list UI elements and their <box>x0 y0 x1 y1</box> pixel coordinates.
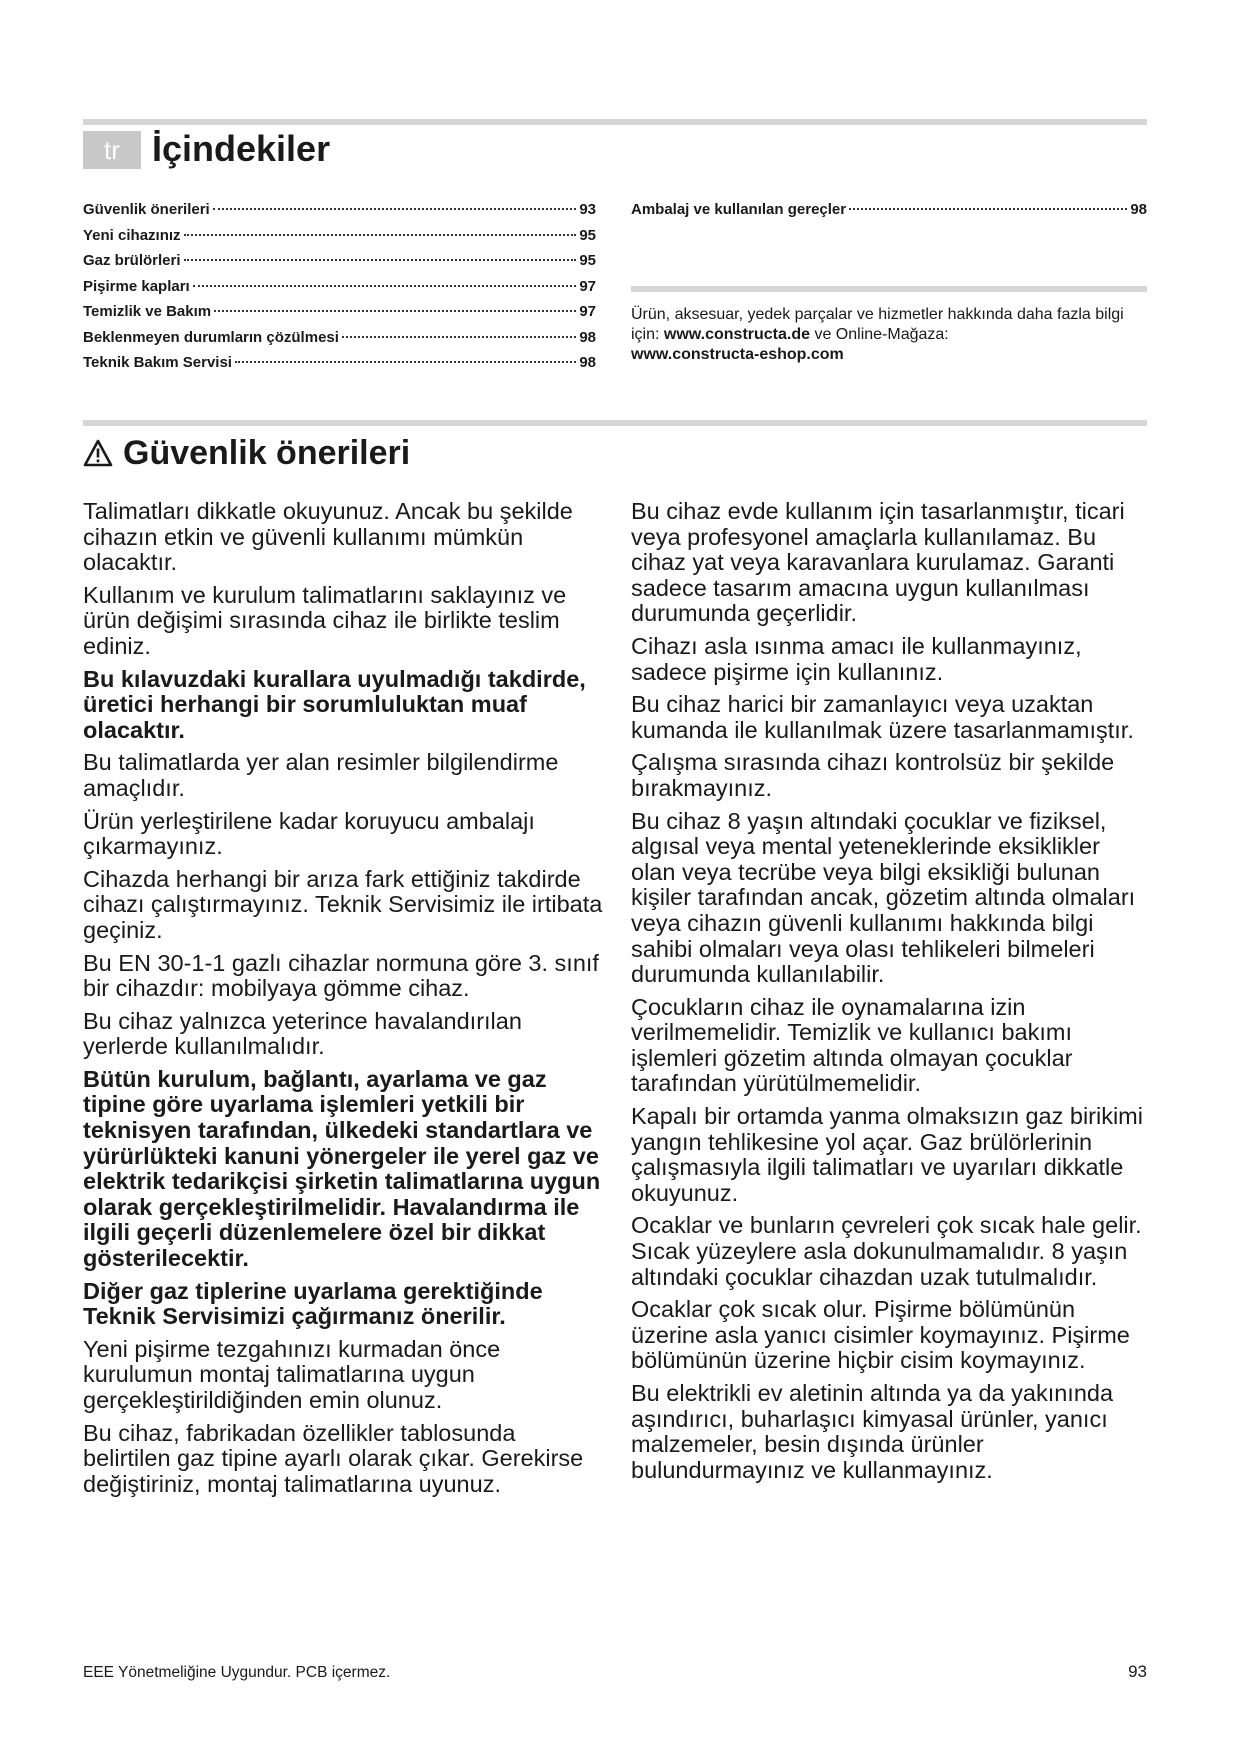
safety-paragraph: Bu cihaz 8 yaşın altındaki çocuklar ve fiziksel, algısal veya mental yeteneklerinde eksiklikler olan veya tecrübe veya bilgi eksikliği bulunan kişiler tarafından ancak, gözetim altında olmaları veya cihazın güvenli kullanımı hakkında bilgi sahibi olmaları veya olası tehlikeleri bilmeleri durumunda kullanılabilir. <box>631 807 1136 988</box>
toc-leader-dots <box>342 336 576 338</box>
toc-leader-dots <box>184 259 577 261</box>
toc-right-list <box>631 197 1147 223</box>
toc-entry[interactable] <box>83 299 596 325</box>
toc-entry[interactable] <box>83 350 596 376</box>
safety-paragraph: Ürün yerleştirilene kadar koruyucu ambalajı çıkarmayınız. <box>83 807 535 860</box>
toc-entry-page: 98 <box>579 354 596 371</box>
toc-entry-label: Temizlik ve Bakım <box>83 303 212 320</box>
toc-entry-page: 95 <box>579 252 596 269</box>
footer-note: EEE Yönetmeliğine Uygundur. PCB içermez. <box>83 1664 391 1681</box>
safety-paragraph: Ocaklar çok sıcak olur. Pişirme bölümünün üzerine asla yanıcı cisimler koymayınız. Pişirme bölümünün üzerine hiçbir cisim koymayınız. <box>631 1296 1130 1374</box>
toc-leader-dots <box>213 208 577 210</box>
safety-paragraph: Bu kılavuzdaki kurallara uyulmadığı takdirde, üretici herhangi bir sorumluluktan muaf olacaktır. <box>83 665 586 743</box>
right-column <box>631 499 1147 1490</box>
left-column <box>83 499 603 1504</box>
toc-entry-label: Teknik Bakım Servisi <box>83 354 232 371</box>
page-number: 93 <box>1128 1662 1147 1681</box>
toc-entry-page: 97 <box>579 303 596 320</box>
toc-entry[interactable] <box>83 197 596 223</box>
safety-paragraph: Cihazda herhangi bir arıza fark ettiğiniz takdirde cihazı çalıştırmayınız. Teknik Servisimiz ile irtibata geçiniz. <box>83 865 603 943</box>
toc-entry-label: Gaz brülörleri <box>83 252 181 269</box>
toc-title: İçindekiler <box>152 128 331 169</box>
section-title-text: Güvenlik önerileri <box>123 434 411 472</box>
safety-paragraph: Bu cihaz, fabrikadan özellikler tablosunda belirtilen gaz tipine ayarlı olarak çıkar. Gerekirse değiştiriniz, montaj talimatlarına uyunuz. <box>83 1419 584 1497</box>
toc-leader-dots <box>849 208 1127 210</box>
toc-entry-page: 93 <box>579 201 596 218</box>
safety-paragraph: Kapalı bir ortamda yanma olmaksızın gaz birikimi yangın tehlikesine yol açar. Gaz brülörlerinin çalışmasıyla ilgili talimatları ve uyarıları dikkatle okuyunuz. <box>631 1103 1143 1206</box>
info-text-1: Ürün, aksesuar, yedek parçalar ve hizmetler hakkında daha fazla bilgi için: <box>631 306 1124 343</box>
safety-paragraph: Bu EN 30-1-1 gazlı cihazlar normuna göre 3. sınıf bir cihazdır: mobilyaya gömme cihaz. <box>83 949 599 1002</box>
toc-leader-dots <box>235 361 576 363</box>
section-title <box>83 430 410 476</box>
safety-paragraph: Çalışma sırasında cihazı kontrolsüz bir şekilde bırakmayınız. <box>631 749 1115 801</box>
safety-paragraph: Diğer gaz tiplerine uyarlama gerektiğinde Teknik Servisimizi çağırmanız önerilir. <box>83 1277 543 1330</box>
safety-paragraph: Çocukların cihaz ile oynamalarına izin verilmemelidir. Temizlik ve kullanıcı bakımı işlemleri gözetim altında olmayan çocuklar tarafından yürütülmemelidir. <box>631 993 1073 1097</box>
toc-entry-label: Pişirme kapları <box>83 277 190 295</box>
safety-paragraph: Talimatları dikkatle okuyunuz. Ancak bu şekilde cihazın etkin ve güvenli kullanımı mümkün olacaktır. <box>83 498 573 576</box>
toc-entry[interactable] <box>83 223 596 249</box>
info-text <box>631 305 1147 365</box>
top-rule <box>83 119 1147 125</box>
toc-entry-page: 98 <box>579 328 596 346</box>
safety-paragraph: Bu cihaz evde kullanım için tasarlanmıştır, ticari veya profesyonel amaçlarla kullanılamaz. Bu cihaz yat veya karavanlara kurulamaz. Garanti sadece tasarım amacına uygun kullanılması durumunda geçerlidir. <box>631 498 1125 627</box>
toc-entry-label: Ambalaj ve kullanılan gereçler <box>631 201 847 218</box>
website-link[interactable]: www.constructa.de <box>663 326 811 343</box>
toc-leader-dots <box>184 234 577 236</box>
toc-entry-page: 98 <box>1130 201 1147 218</box>
safety-paragraph: Ocaklar ve bunların çevreleri çok sıcak hale gelir. Sıcak yüzeylere asla dokunulmamalıdır. 8 yaşın altındaki çocuklar cihazdan uzak tutulmalıdır. <box>631 1212 1142 1290</box>
info-rule <box>631 286 1147 292</box>
toc-entry[interactable] <box>631 197 1147 223</box>
warning-triangle-icon <box>83 439 113 467</box>
safety-paragraph: Bu elektrikli ev aletinin altında ya da yakınında aşındırıcı, buharlaşıcı kimyasal ürünler, yanıcı malzemeler, besin dışında ürünler bulundurmayınız ve kullanmayınız. <box>631 1380 1114 1483</box>
toc-entry-label: Güvenlik önerileri <box>83 201 210 218</box>
toc-entry[interactable] <box>83 248 596 274</box>
safety-paragraph: Bu cihaz harici bir zamanlayıcı veya uzaktan kumanda ile kullanılmak üzere tasarlanmamıştır. <box>631 691 1134 743</box>
safety-paragraph: Bu talimatlarda yer alan resimler bilgilendirme amaçlıdır. <box>83 749 559 801</box>
safety-paragraph: Cihazı asla ısınma amacı ile kullanmayınız, sadece pişirme için kullanınız. <box>631 632 1082 685</box>
section-rule <box>83 420 1147 426</box>
toc-entry-label: Yeni cihazınız <box>83 226 181 244</box>
safety-paragraph: Yeni pişirme tezgahınızı kurmadan önce kurulumun montaj talimatlarına uygun gerçekleştirildiğinden emin olunuz. <box>83 1335 501 1413</box>
safety-paragraph: Bu cihaz yalnızca yeterince havalandırılan yerlerde kullanılmalıdır. <box>83 1007 522 1060</box>
toc-left-list <box>83 197 596 376</box>
safety-paragraph: Kullanım ve kurulum talimatlarını saklayınız ve ürün değişimi sırasında cihaz ile birlikte teslim ediniz. <box>83 581 567 659</box>
toc-leader-dots <box>214 310 576 312</box>
toc-entry-label: Beklenmeyen durumların çözülmesi <box>83 328 339 346</box>
safety-paragraph: Bütün kurulum, bağlantı, ayarlama ve gaz tipine göre uyarlama işlemleri yetkili bir teknisyen tarafından, ülkedeki standartlara ve yürürlükteki kanuni yönergeler ile yerel gaz ve elektrik tedarikçisi şirketin talimatlarına uygun olarak gerçekleştirilmelidir. Havalandırma ile ilgili geçerli düzenlemelere özel bir dikkat gösterilecektir. <box>83 1065 601 1272</box>
info-text-2: ve Online-Mağaza: <box>810 326 949 343</box>
toc-leader-dots <box>193 285 577 287</box>
toc-entry[interactable] <box>83 325 596 351</box>
toc-entry[interactable] <box>83 274 596 300</box>
eshop-link[interactable]: www.constructa-eshop.com <box>631 346 844 363</box>
language-badge: tr <box>83 131 141 169</box>
toc-entry-page: 95 <box>579 226 596 244</box>
toc-entry-page: 97 <box>579 277 596 295</box>
